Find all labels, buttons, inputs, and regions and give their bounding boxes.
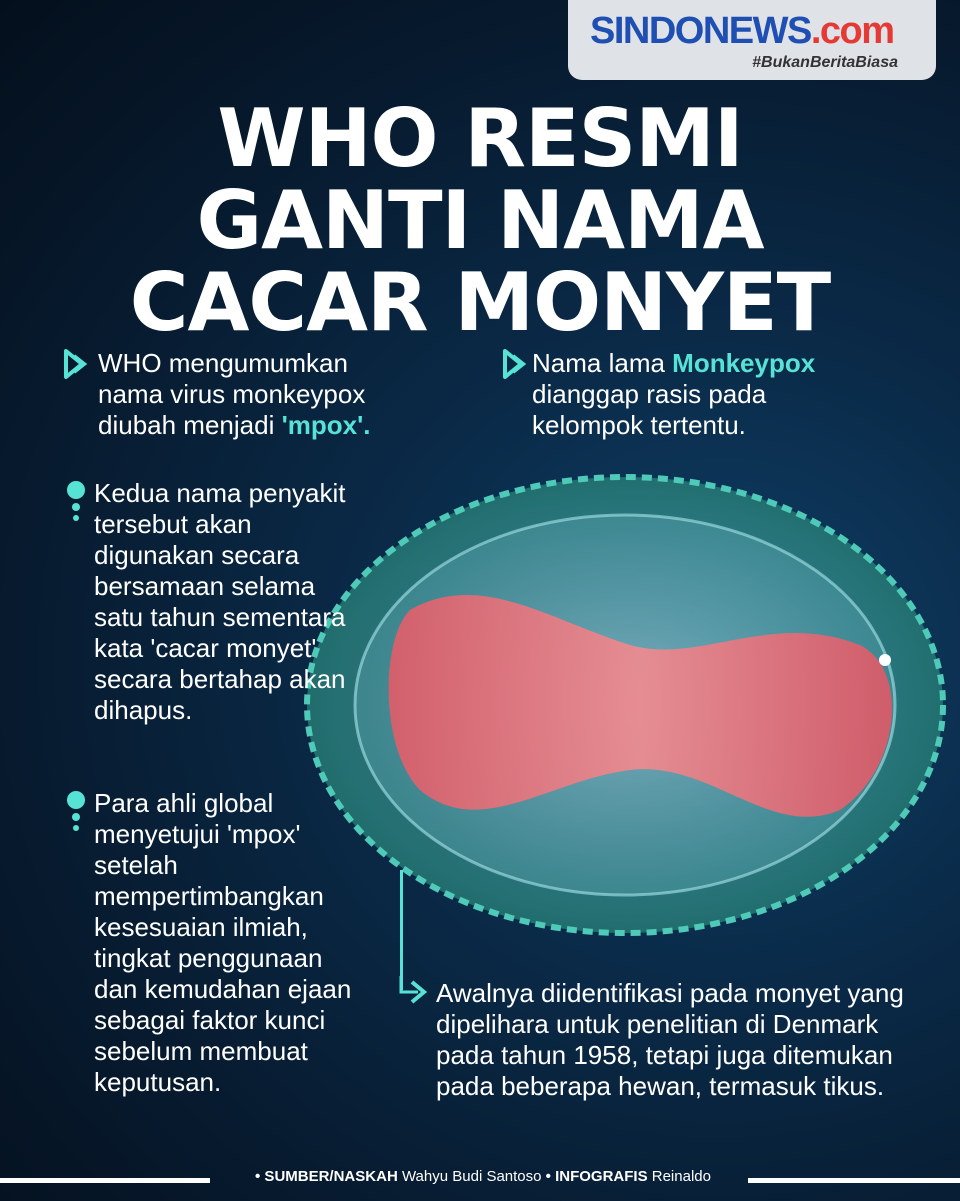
point-1 <box>98 348 418 441</box>
title-line-1: WHO RESMI <box>217 92 743 185</box>
logo-suffix: .com <box>810 10 894 52</box>
point-2 <box>532 348 832 441</box>
logo-box <box>568 0 936 80</box>
footer-line-left <box>0 1178 210 1183</box>
point-2-highlight: Monkeypox <box>672 348 816 378</box>
footer-credits <box>218 1168 748 1185</box>
footer-line-right <box>748 1178 960 1183</box>
infographic-name: Reinaldo <box>651 1168 711 1185</box>
point-4: Para ahli global menyetujui 'mpox' setelah mempertimbangkan kesesuaian ilmiah, tingkat penggunaan dan kemudahan ejaan sebagai faktor kunci sebelum membuat keputusan. <box>94 788 352 1097</box>
info-icon <box>66 480 86 524</box>
tagline: #BukanBeritaBiasa <box>752 54 898 71</box>
chevron-right-icon <box>503 349 529 379</box>
chevron-right-icon <box>64 349 90 379</box>
point-5: Awalnya diidentifikasi pada monyet yang dipelihara untuk penelitian di Denmark pada tahun 1958, tetapi juga ditemukan pada beberapa hewan, termasuk tikus. <box>436 978 904 1101</box>
point-1-text: WHO mengumumkan nama virus monkeypox diubah menjadi <box>98 348 366 440</box>
infographic-label: • INFOGRAFIS <box>545 1168 648 1185</box>
point-3: Kedua nama penyakit tersebut akan digunakan secara bersamaan selama satu tahun sementara kata 'cacar monyet' secara bertahap akan dihapus. <box>94 478 346 725</box>
source-name: Wahyu Budi Santoso <box>401 1168 542 1185</box>
source-label: • SUMBER/NASKAH <box>255 1168 398 1185</box>
logo[interactable] <box>590 10 894 53</box>
title-line-2: GANTI NAMA <box>196 174 764 267</box>
connector-line <box>400 870 403 990</box>
page-title <box>0 92 960 349</box>
point-2-text: Nama lama <box>532 348 673 378</box>
chevron-right-icon <box>398 976 430 1008</box>
point-1-highlight: 'mpox'. <box>281 410 371 440</box>
logo-main: SINDONEWS <box>590 10 811 52</box>
point-2-text-after: dianggap rasis pada kelompok tertentu. <box>532 379 767 440</box>
title-line-3: CACAR MONYET <box>129 256 831 349</box>
info-icon <box>66 790 86 834</box>
virus-illustration <box>300 470 950 940</box>
